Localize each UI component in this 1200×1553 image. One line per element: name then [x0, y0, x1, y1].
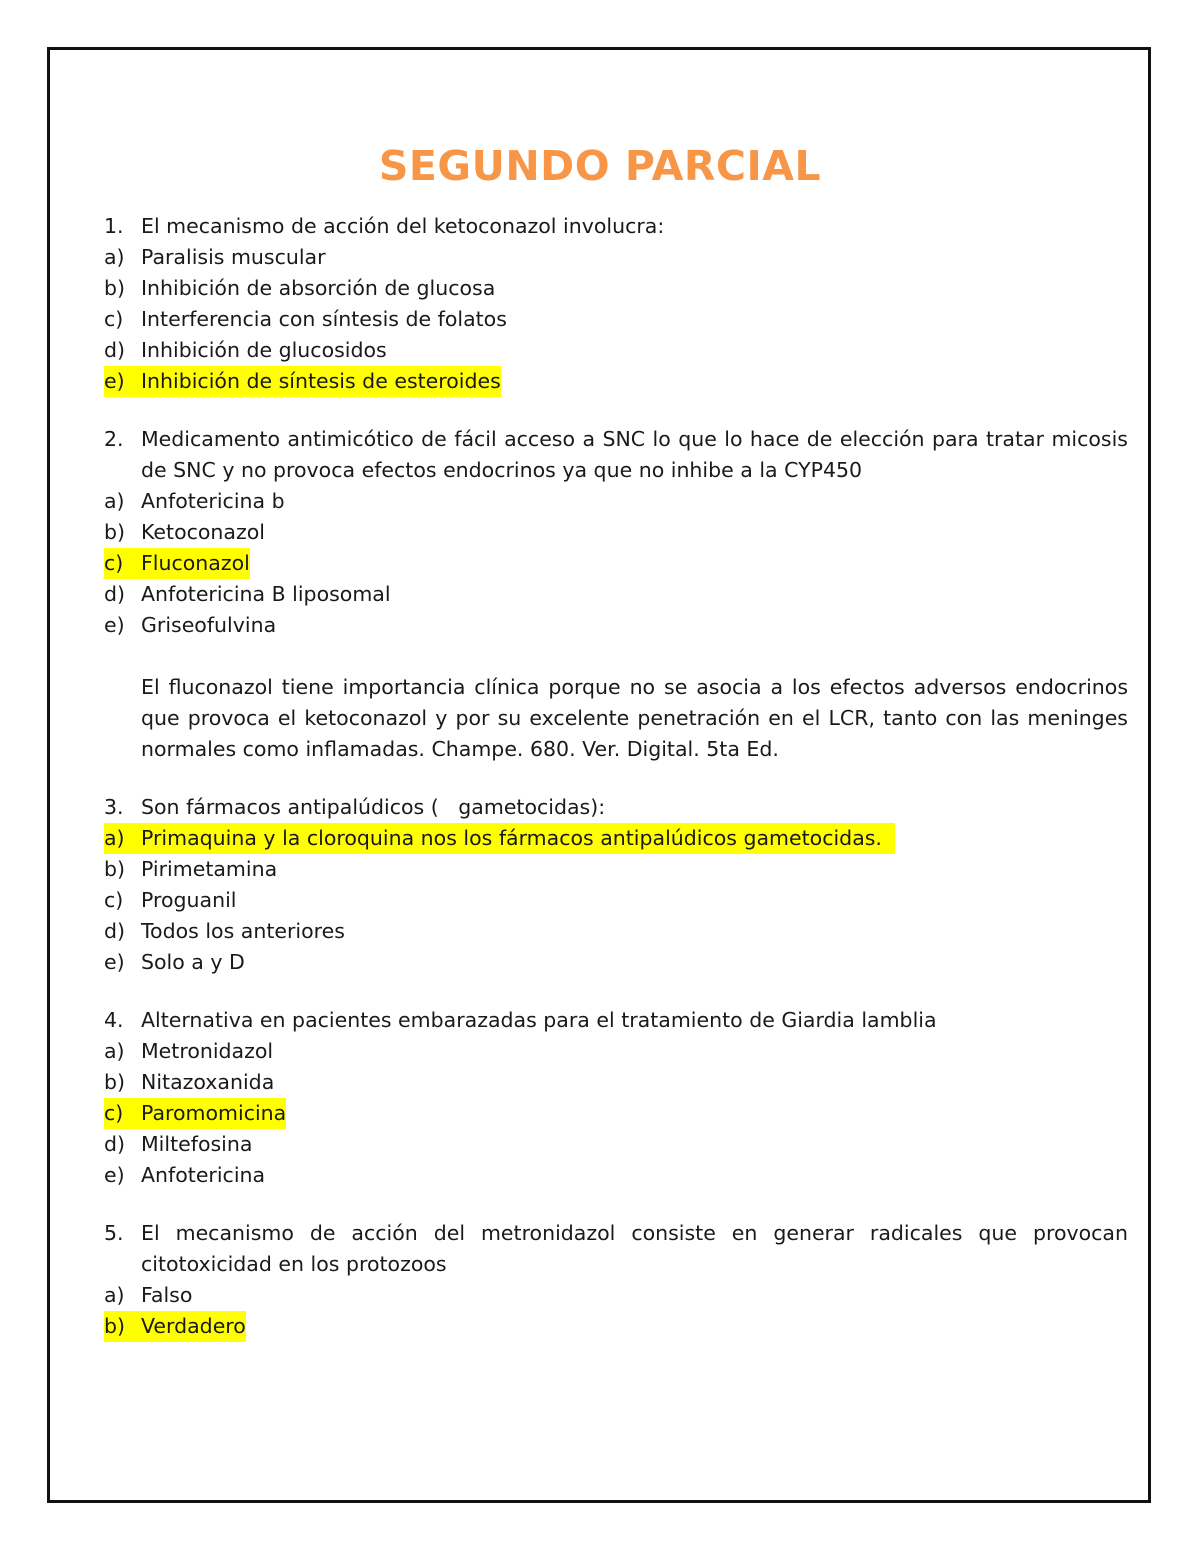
highlighted-answer [104, 1311, 246, 1342]
question-3 [104, 792, 1128, 978]
question-stem [104, 1005, 1128, 1036]
option-label: e) [104, 1163, 125, 1187]
option-label: b) [104, 857, 126, 881]
exam-content [104, 211, 1128, 1342]
option-text: Anfotericina B liposomal [141, 582, 391, 606]
option-label: a) [104, 245, 125, 269]
option-text: Fluconazol [141, 551, 250, 575]
option-text: Verdadero [141, 1314, 246, 1338]
option-c [104, 885, 1128, 916]
option-text: Interferencia con síntesis de folatos [141, 307, 507, 331]
spacer [104, 641, 1128, 672]
option-text: Todos los anteriores [141, 919, 345, 943]
option-label: a) [104, 1039, 125, 1063]
highlighted-answer [104, 823, 895, 854]
question-number: 4. [104, 1008, 124, 1032]
highlighted-answer [104, 548, 250, 579]
option-b [104, 273, 1128, 304]
option-text: Ketoconazol [141, 520, 265, 544]
option-label: c) [104, 307, 124, 331]
option-a [104, 242, 1128, 273]
explanation-note: El fluconazol tiene importancia clínica porque no se asocia a los efectos adversos endocrinos que provoca el ketoconazol y por su excelente penetración en el LCR, tanto con las meninges normales como inflamadas. Champe. 680. Ver. Digital. 5ta Ed. [141, 675, 1128, 761]
option-label: a) [104, 489, 125, 513]
option-b [104, 1067, 1128, 1098]
option-e [104, 1160, 1128, 1191]
option-b [104, 854, 1128, 885]
question-number: 5. [104, 1221, 124, 1245]
option-label: d) [104, 1132, 126, 1156]
option-d [104, 335, 1128, 366]
option-text: Nitazoxanida [141, 1070, 275, 1094]
spacer [104, 978, 1128, 1005]
option-text: Inhibición de absorción de glucosa [141, 276, 496, 300]
option-label: b) [104, 1314, 126, 1338]
option-label: e) [104, 369, 125, 393]
highlighted-answer [104, 366, 501, 397]
option-d [104, 579, 1128, 610]
option-text: Anfotericina [141, 1163, 266, 1187]
question-text: El mecanismo de acción del metronidazol consiste en generar radicales que provocan citotoxicidad en los protozoos [141, 1221, 1128, 1276]
question-stem [104, 424, 1128, 486]
question-stem [104, 1218, 1128, 1280]
option-label: c) [104, 888, 124, 912]
question-number: 2. [104, 427, 124, 451]
option-text: Metronidazol [141, 1039, 274, 1063]
option-text: Paralisis muscular [141, 245, 326, 269]
option-a [104, 1036, 1128, 1067]
spacer [104, 1191, 1128, 1218]
option-label: b) [104, 520, 126, 544]
option-c-correct [104, 548, 1128, 579]
question-text: Alternativa en pacientes embarazadas para el tratamiento de Giardia lamblia [141, 1008, 937, 1032]
question-stem [104, 211, 1128, 242]
question-2 [104, 424, 1128, 765]
option-e [104, 947, 1128, 978]
option-text: Solo a y D [141, 950, 245, 974]
option-text: Paromomicina [141, 1101, 287, 1125]
spacer [104, 397, 1128, 424]
option-d [104, 916, 1128, 947]
option-label: c) [104, 1101, 124, 1125]
option-text: Griseofulvina [141, 613, 277, 637]
option-a [104, 1280, 1128, 1311]
question-stem [104, 792, 1128, 823]
option-label: a) [104, 826, 125, 850]
option-label: b) [104, 1070, 126, 1094]
option-c-correct [104, 1098, 1128, 1129]
option-e-correct [104, 366, 1128, 397]
option-text: Pirimetamina [141, 857, 278, 881]
option-a-correct [104, 823, 1128, 854]
question-4 [104, 1005, 1128, 1191]
question-text: Medicamento antimicótico de fácil acceso a SNC lo que lo hace de elección para tratar micosis de SNC y no provoca efectos endocrinos ya que no inhibe a la CYP450 [141, 427, 1128, 482]
option-b [104, 517, 1128, 548]
question-5 [104, 1218, 1128, 1342]
option-text: Anfotericina b [141, 489, 285, 513]
option-a [104, 486, 1128, 517]
option-text: Inhibición de glucosidos [141, 338, 387, 362]
option-c [104, 304, 1128, 335]
option-label: a) [104, 1283, 125, 1307]
question-text: El mecanismo de acción del ketoconazol involucra: [141, 214, 665, 238]
option-label: b) [104, 276, 126, 300]
option-text: Falso [141, 1283, 193, 1307]
option-b-correct [104, 1311, 1128, 1342]
option-label: d) [104, 582, 126, 606]
option-label: d) [104, 919, 126, 943]
option-label: e) [104, 950, 125, 974]
page-title: SEGUNDO PARCIAL [378, 142, 822, 190]
option-text: Proguanil [141, 888, 237, 912]
option-label: d) [104, 338, 126, 362]
question-text: Son fármacos antipalúdicos ( gametocidas): [141, 795, 606, 819]
option-text: Inhibición de síntesis de esteroides [141, 369, 501, 393]
spacer [104, 765, 1128, 792]
question-number: 3. [104, 795, 124, 819]
option-text: Miltefosina [141, 1132, 253, 1156]
option-e [104, 610, 1128, 641]
option-d [104, 1129, 1128, 1160]
option-label: e) [104, 613, 125, 637]
option-text: Primaquina y la cloroquina nos los fármacos antipalúdicos gametocidas. [141, 826, 895, 850]
option-label: c) [104, 551, 124, 575]
question-1 [104, 211, 1128, 397]
question-number: 1. [104, 214, 124, 238]
highlighted-answer [104, 1098, 286, 1129]
